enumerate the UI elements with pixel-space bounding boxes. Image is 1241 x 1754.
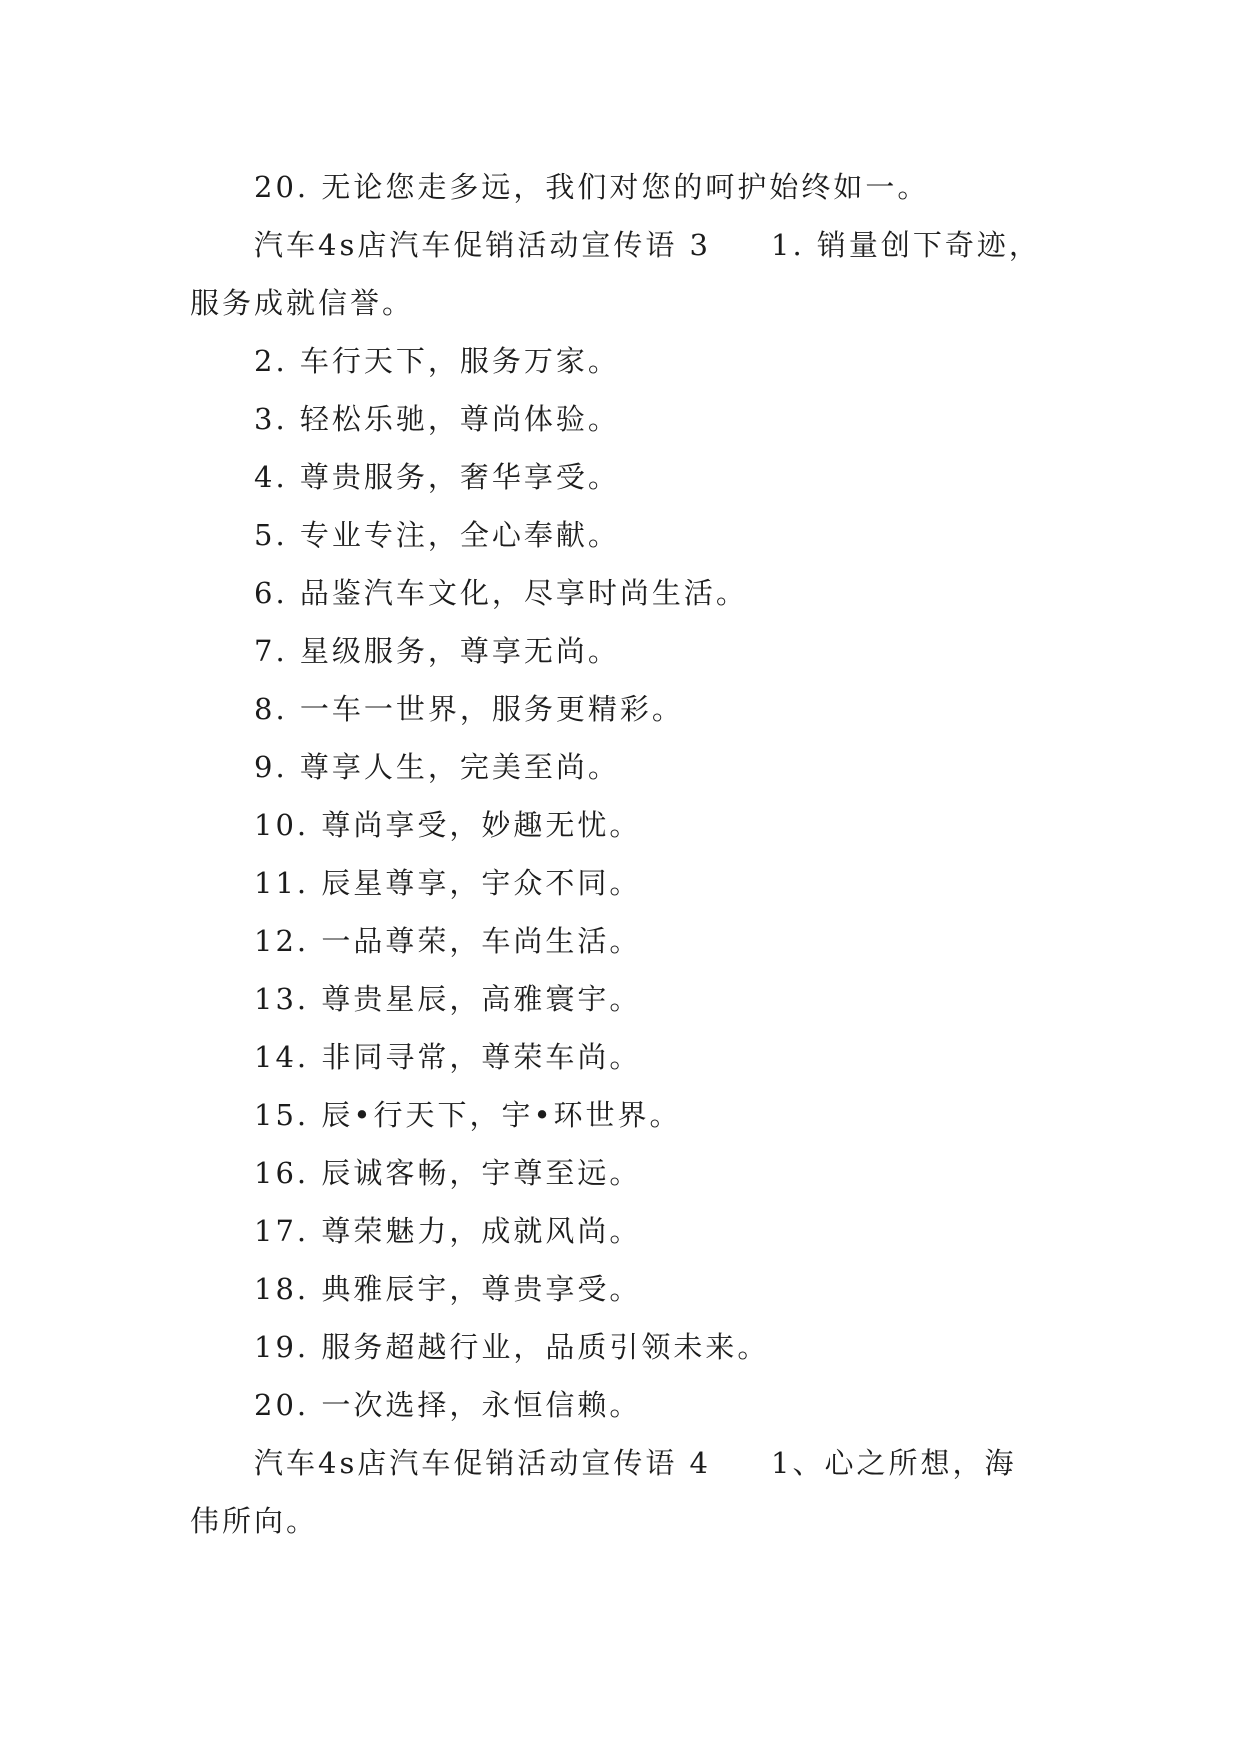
section-heading: 汽车4s店汽车促销活动宣传语 4 bbox=[254, 1446, 712, 1480]
line-text: 20. 一次选择，永恒信赖。 bbox=[254, 1388, 642, 1422]
text-line bbox=[190, 1144, 1080, 1202]
text-line bbox=[190, 506, 1080, 564]
section-heading-line bbox=[190, 1434, 1080, 1492]
text-line bbox=[190, 912, 1080, 970]
text-line bbox=[190, 1318, 1080, 1376]
text-line bbox=[190, 1086, 1080, 1144]
text-line bbox=[190, 332, 1080, 390]
line-text: 18. 典雅辰宇，尊贵享受。 bbox=[254, 1272, 642, 1306]
text-line bbox=[190, 1260, 1080, 1318]
line-text: 伟所向。 bbox=[190, 1504, 319, 1538]
text-line bbox=[190, 680, 1080, 738]
line-text: 8. 一车一世界，服务更精彩。 bbox=[254, 692, 684, 726]
document-body bbox=[190, 158, 1080, 1550]
line-text: 1. 销量创下奇迹， bbox=[771, 228, 1041, 262]
text-line bbox=[190, 158, 1080, 216]
text-line bbox=[190, 564, 1080, 622]
text-line bbox=[190, 854, 1080, 912]
text-line bbox=[190, 796, 1080, 854]
line-text: 17. 尊荣魅力，成就风尚。 bbox=[254, 1214, 642, 1248]
text-line bbox=[190, 390, 1080, 448]
line-text: 2. 车行天下，服务万家。 bbox=[254, 344, 620, 378]
line-text: 4. 尊贵服务，奢华享受。 bbox=[254, 460, 620, 494]
line-text: 6. 品鉴汽车文化，尽享时尚生活。 bbox=[254, 576, 748, 610]
line-text: 5. 专业专注，全心奉献。 bbox=[254, 518, 620, 552]
section-heading: 汽车4s店汽车促销活动宣传语 3 bbox=[254, 228, 712, 262]
line-text: 15. 辰•行天下，宇•环世界。 bbox=[254, 1098, 682, 1132]
text-line bbox=[190, 1492, 1080, 1550]
line-text: 1、心之所想，海 bbox=[771, 1446, 1017, 1480]
line-text: 13. 尊贵星辰，高雅寰宇。 bbox=[254, 982, 642, 1016]
section-heading-line bbox=[190, 216, 1080, 274]
line-text: 服务成就信誉。 bbox=[190, 286, 415, 320]
line-text: 20. 无论您走多远，我们对您的呵护始终如一。 bbox=[254, 170, 930, 204]
line-text: 7. 星级服务，尊享无尚。 bbox=[254, 634, 620, 668]
line-text: 9. 尊享人生，完美至尚。 bbox=[254, 750, 620, 784]
line-text: 3. 轻松乐驰，尊尚体验。 bbox=[254, 402, 620, 436]
line-text: 12. 一品尊荣，车尚生活。 bbox=[254, 924, 642, 958]
text-line bbox=[190, 1028, 1080, 1086]
line-text: 11. 辰星尊享，宇众不同。 bbox=[254, 866, 642, 900]
line-text: 16. 辰诚客畅，宇尊至远。 bbox=[254, 1156, 642, 1190]
text-line bbox=[190, 738, 1080, 796]
text-line bbox=[190, 1376, 1080, 1434]
text-line bbox=[190, 274, 1080, 332]
text-line bbox=[190, 622, 1080, 680]
line-text: 14. 非同寻常，尊荣车尚。 bbox=[254, 1040, 642, 1074]
text-line bbox=[190, 448, 1080, 506]
text-line bbox=[190, 1202, 1080, 1260]
line-text: 19. 服务超越行业，品质引领未来。 bbox=[254, 1330, 770, 1364]
text-line bbox=[190, 970, 1080, 1028]
line-text: 10. 尊尚享受，妙趣无忧。 bbox=[254, 808, 642, 842]
